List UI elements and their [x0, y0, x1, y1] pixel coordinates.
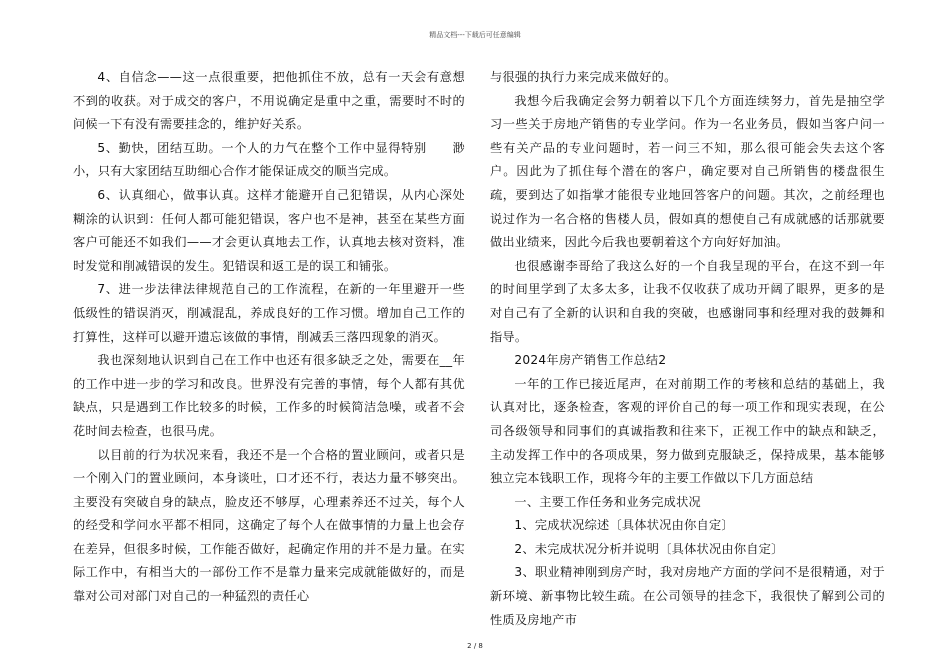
paragraph: 5、勤快，团结互助。一个人的力气在整个工作中显得特别 渺小，只有大家团结互助细心合作才能保证成交的顺当完成。	[73, 140, 465, 179]
paragraph: 4、自信念——这一点很重要，把他抓住不放，总有一天会有意想不到的收获。对于成交的客户，不用说确定是重中之重，需要时不时的问候一下有没有需要挂念的，维护好关系。	[73, 70, 465, 132]
paragraph: 6、认真细心，做事认真。这样才能避开自己犯错误，从内心深处糊涂的认识到：任何人都可能犯错误，客户也不是神，甚至在某些方面客户可能还不如我们——才会更认真地去工作，认真地去核对资料，准时发觉和削减错误的发生。犯错误和返工是的误工和铺张。	[73, 187, 465, 273]
paragraph: 3、职业精神刚到房产时，我对房地产方面的学问不是很精通，对于新环境、新事物比较生疏。在公司领导的挂念下，我很快了解到公司的性质及房地产市	[490, 565, 885, 627]
paragraph: 以目前的行为状况来看，我还不是一个合格的置业顾问，或者只是一个刚入门的置业顾问，本身谈吐，口才还不行，表达力量不够突出。主要没有突破自身的缺点，脸皮还不够厚，心理素养还不过关，每个人的经受和学问水平都不相同，这确定了每个人在做事情的力量上也会存在差异，但很多时候，工作能否做好，起确定作用的并不是力量。在实际工作中，有相当大的一部份工作不是靠力量来完成就能做好的，而是靠对公司对部门对自己的一种猛烈的责任心	[73, 447, 465, 604]
section-heading: 一、主要工作任务和业务完成状况	[514, 494, 701, 509]
paragraph: 也很感谢李哥给了我这么好的一个自我呈现的平台，在这不到一年的时间里学到了太多太多，让我不仅收获了成功开阔了眼界，更多的是对自己有了全新的认识和自我的突破，也感谢同事和经理对我的鼓舞和指导。	[490, 258, 885, 344]
paragraph: 我想今后我确定会努力朝着以下几个方面连续努力，首先是抽空学习一些关于房地产销售的专业学问。作为一名业务员，假如当客户问一些有关产品的专业问题时，若一问三不知，那么很可能会失去这个客户。因此为了抓住每个潜在的客户，确定要对自己所销售的楼盘很生疏，要到达了如指掌才能很专业地回答客户的问题。其次，之前经理也说过作为一名合格的售楼人员，假如真的想使自己有成就感的话那就要做出业绩来，因此今后我也要朝着这个方向好好加油。	[490, 93, 885, 250]
paragraph: 一年的工作已接近尾声，在对前期工作的考核和总结的基础上，我认真对比，逐条检查，客观的评价自己的每一项工作和现实表现，在公司各级领导和同事们的真诚指教和往来下，正视工作中的缺点和缺乏，主动发挥工作中的各项成果，努力做到克服缺乏，保持成果，基本能够独立完本钱职工作，现将今年的主要工作做以下几方面总结	[490, 376, 885, 486]
section-title: 2024年房产销售工作总结2	[514, 353, 667, 368]
list-item: 1、完成状况综述〔具体状况由你自定〕	[514, 518, 734, 533]
page-number: 2 / 8	[467, 642, 483, 650]
right-column	[490, 66, 885, 632]
page-header: 精品文档---下载后可任意编辑	[429, 31, 521, 39]
list-item: 2、未完成状况分析并说明〔具体状况由你自定〕	[514, 541, 784, 556]
left-column	[73, 66, 465, 609]
paragraph: 与很强的执行力来完成来做好的。	[490, 70, 677, 84]
paragraph: 7、进一步法律法律规范自己的工作流程，在新的一年里避开一些低级性的错误消灭，削减混乱，养成良好的工作习惯。增加自己工作的打算性，这样可以避开遗忘该做的事情，削减丢三落四现象的消灭。	[73, 282, 465, 344]
paragraph: 我也深刻地认识到自己在工作中也还有很多缺乏之处，需要在__年的工作中进一步的学习和改良。世界没有完善的事情，每个人都有其优缺点，只是遇到工作比较多的时候，工作多的时候简洁急噪，或者不会花时间去检查，也很马虎。	[73, 353, 465, 438]
